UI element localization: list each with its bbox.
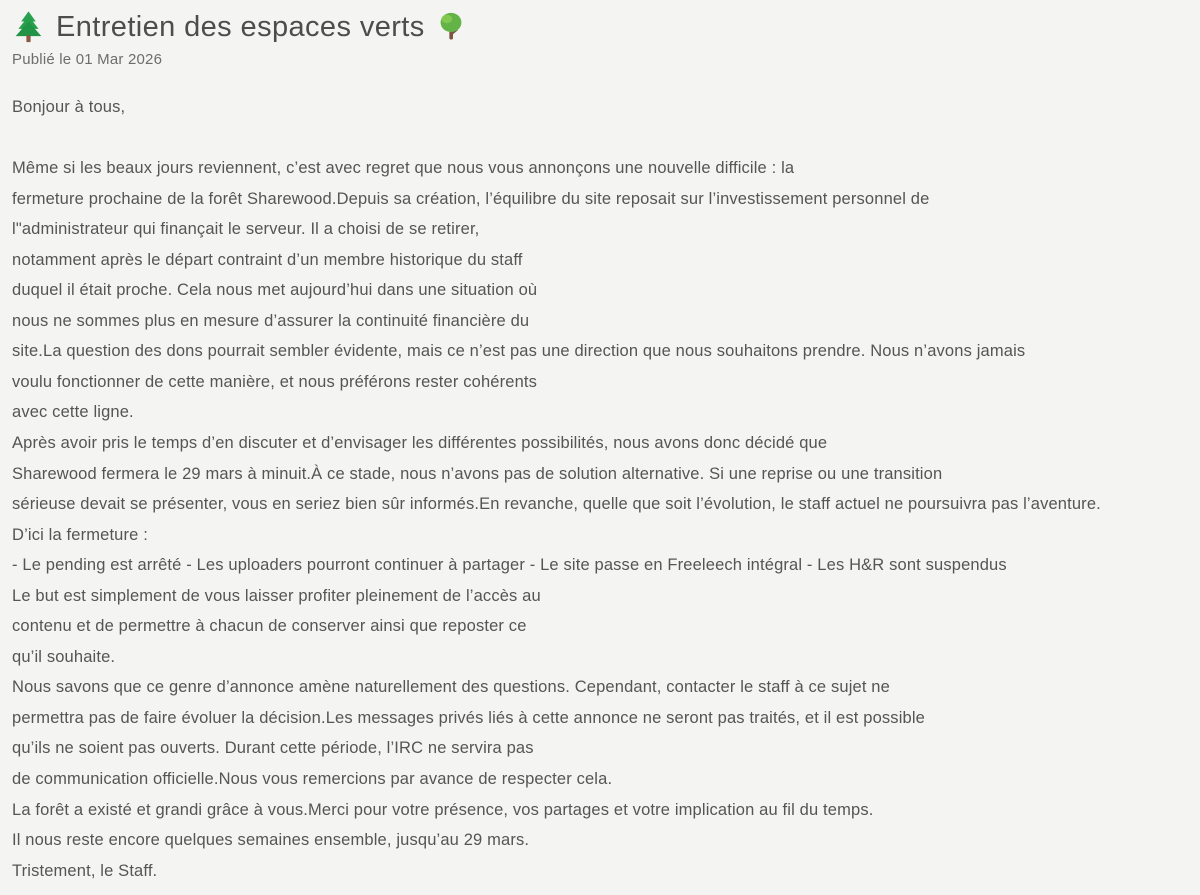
article-line: duquel il était proche. Cela nous met aujourd’hui dans une situation où: [12, 281, 538, 300]
article-line: fermeture prochaine de la forêt Sharewood.Depuis sa création, l’équilibre du site reposait sur l’investissement personnel de: [12, 189, 930, 208]
article-line: qu’il souhaite.: [12, 647, 116, 666]
deciduous-tree-icon: [436, 10, 466, 44]
article-line: Bonjour à tous,: [12, 98, 126, 116]
article-line: Tristement, le Staff.: [12, 861, 158, 880]
article-line: qu’ils ne soient pas ouverts. Durant cette période, l’IRC ne servira pas: [12, 739, 534, 758]
article-line: Sharewood fermera le 29 mars à minuit.À ce stade, nous n’avons pas de solution alternative. Si une reprise ou une transition: [12, 464, 943, 483]
published-date: Publié le 01 Mar 2026: [12, 51, 163, 68]
page-title: [12, 8, 1188, 46]
article-line: site.La question des dons pourrait sembler évidente, mais ce n’est pas une direction que nous souhaitons prendre. Nous n’avons jamais: [12, 342, 1026, 361]
article-line: Même si les beaux jours reviennent, c’est avec regret que nous vous annonçons une nouvelle difficile : la: [12, 159, 795, 178]
article-line: D’ici la fermeture :: [12, 525, 148, 544]
article-line: nous ne sommes plus en mesure d’assurer la continuité financière du: [12, 311, 530, 330]
article-line: l"administrateur qui finançait le serveur. Il a choisi de se retirer,: [12, 220, 480, 239]
article-line: Après avoir pris le temps d’en discuter et d’envisager les différentes possibilités, nous avons donc décidé que: [12, 434, 828, 453]
article-line: Le but est simplement de vous laisser profiter pleinement de l’accès au: [12, 586, 541, 605]
article-line: voulu fonctionner de cette manière, et nous préférons rester cohérents: [12, 372, 538, 391]
article-line: permettra pas de faire évoluer la décision.Les messages privés liés à cette annonce ne seront pas traités, et il est possible: [12, 708, 925, 727]
article-line: avec cette ligne.: [12, 403, 134, 422]
article-line: Il nous reste encore quelques semaines ensemble, jusqu’au 29 mars.: [12, 831, 530, 850]
page-title-text: Entretien des espaces verts: [56, 11, 425, 43]
article-line: - Le pending est arrêté - Les uploaders pourront continuer à partager - Le site passe en Freeleech intégral - Les H&R sont suspendus: [12, 556, 1007, 575]
article-line: contenu et de permettre à chacun de conserver ainsi que reposter ce: [12, 617, 527, 636]
article-line: de communication officielle.Nous vous remercions par avance de respecter cela.: [12, 770, 613, 789]
article-line: notamment après le départ contraint d’un membre historique du staff: [12, 250, 523, 269]
article-body: [12, 92, 1188, 886]
article-line: Nous savons que ce genre d’annonce amène naturellement des questions. Cependant, contacter le staff à ce sujet ne: [12, 678, 890, 697]
article-line: sérieuse devait se présenter, vous en seriez bien sûr informés.En revanche, quelle que soit l’évolution, le staff actuel ne poursuivra pas l’aventure.: [12, 495, 1101, 514]
article-line: La forêt a existé et grandi grâce à vous.Merci pour votre présence, vos partages et votre implication au fil du temps.: [12, 800, 874, 819]
article-line: [12, 123, 1188, 154]
evergreen-tree-icon: [12, 10, 45, 44]
